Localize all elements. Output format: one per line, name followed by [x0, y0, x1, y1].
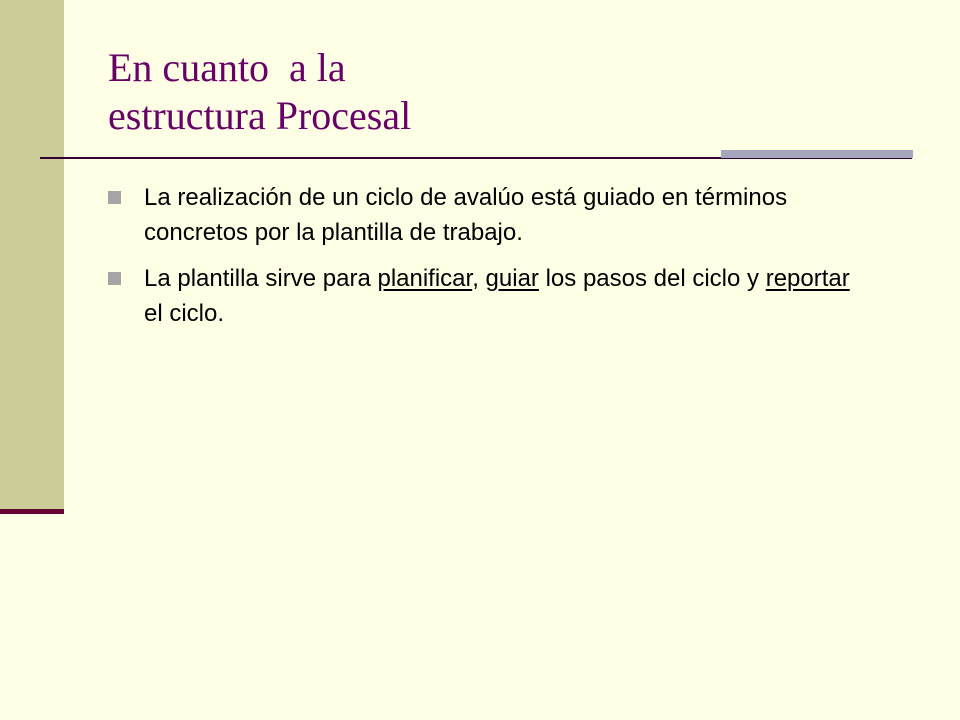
square-bullet-icon	[108, 272, 121, 285]
underlined-word-reportar: reportar	[765, 265, 850, 292]
square-bullet-icon	[108, 191, 121, 204]
bullet-item-2-part-1: La plantilla sirve para	[144, 265, 378, 292]
underlined-word-guiar: guiar	[485, 265, 539, 292]
slide-title-line-2: estructura Procesal	[108, 93, 412, 138]
bullet-item-2-part-7: el ciclo.	[144, 300, 225, 327]
slide-title-line-1: En cuanto a la	[108, 45, 346, 90]
side-decorative-bar	[0, 0, 64, 509]
bullet-item-1	[108, 180, 868, 250]
underlined-word-planificar: planificar	[377, 265, 473, 292]
side-bar-underline	[0, 509, 64, 514]
bullet-item-2-text	[144, 265, 850, 327]
bullet-item-2-part-3: ,	[472, 265, 486, 292]
slide-title	[108, 44, 908, 140]
bullet-item-1-text: La realización de un ciclo de avalúo está guiado en términos concretos por la plantilla de trabajo.	[144, 184, 788, 246]
title-divider-accent	[721, 150, 913, 158]
bullet-list	[108, 180, 868, 342]
bullet-item-2-part-5: los pasos del ciclo y	[538, 265, 766, 292]
bullet-item-2	[108, 261, 868, 331]
